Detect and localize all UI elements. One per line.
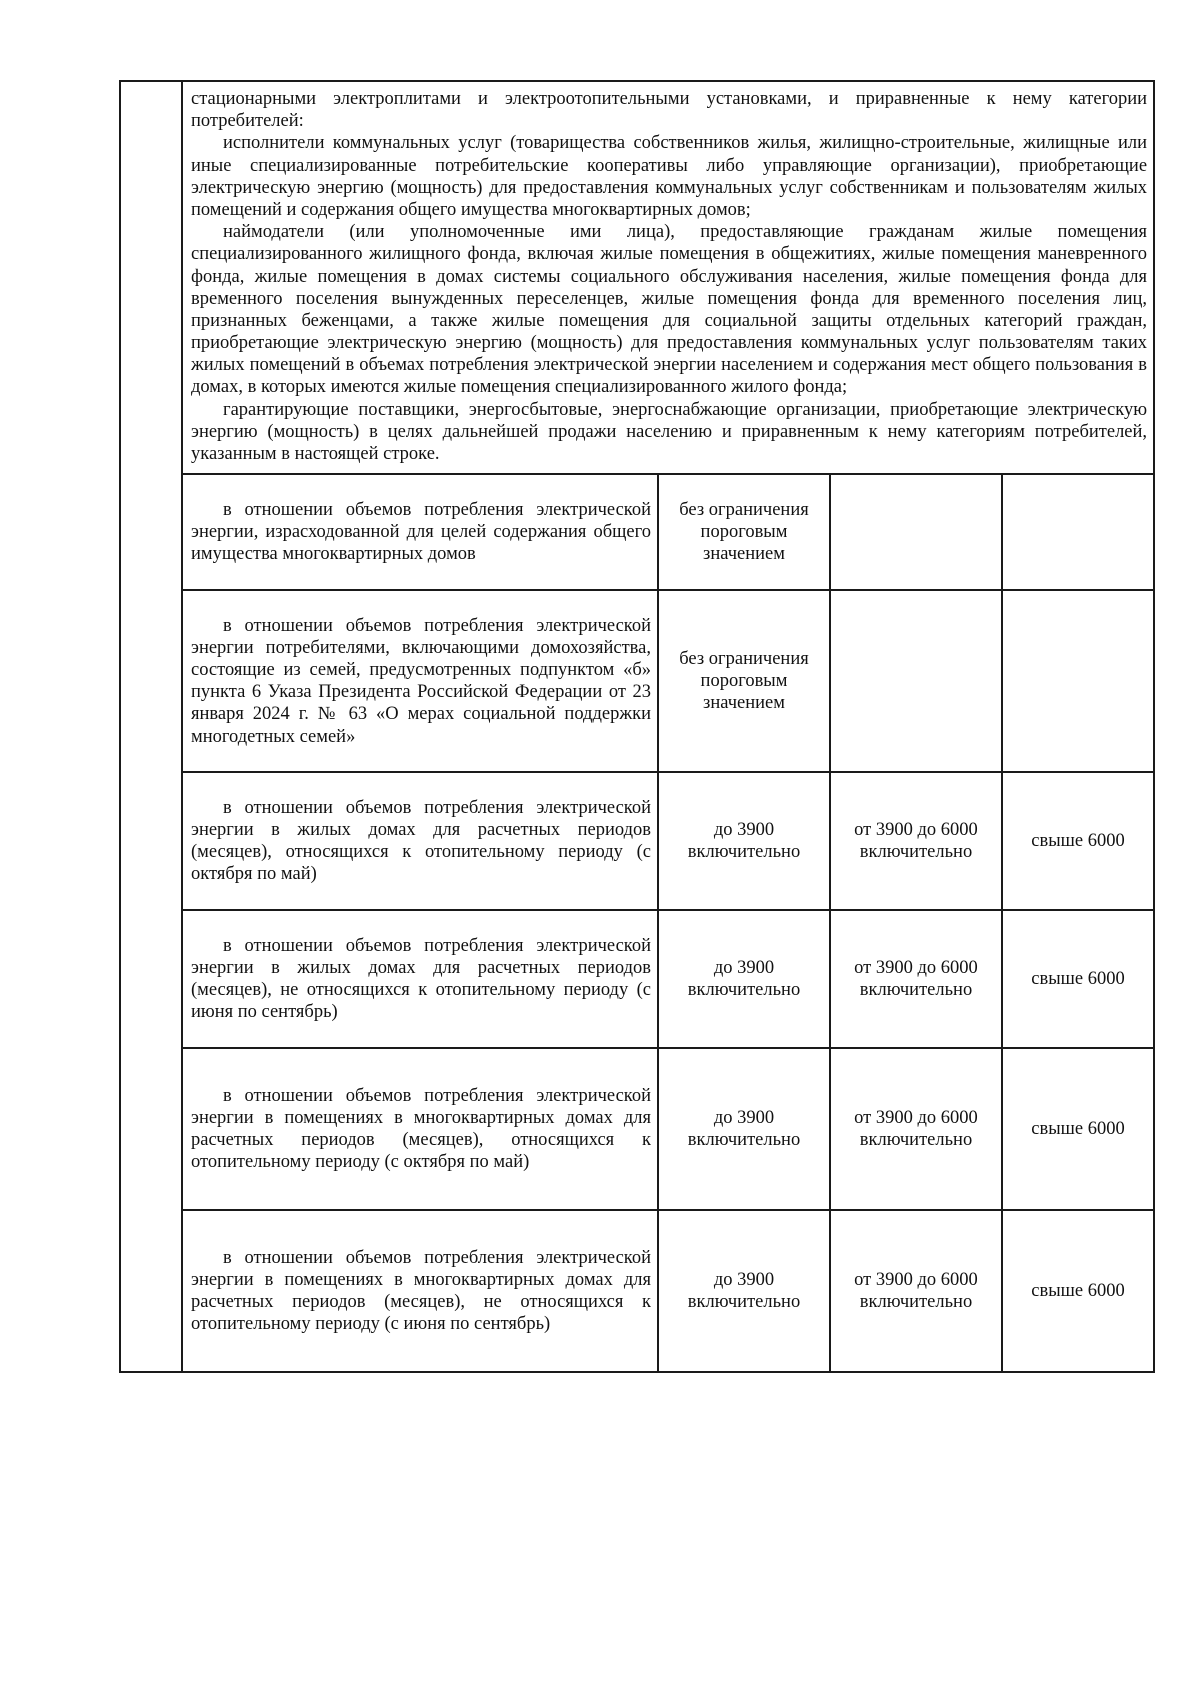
row-description: в отношении объемов потребления электрической энергии в помещениях в многоквартирных домах для расчетных периодов (месяцев), относящихся к отопительному периоду (с октября по май) <box>182 1048 658 1210</box>
tier2-value <box>830 590 1002 772</box>
tier3-value: свыше 6000 <box>1002 772 1154 910</box>
tier2-value: от 3900 до 6000 включительно <box>830 910 1002 1048</box>
intro-row <box>120 81 1154 474</box>
intro-paragraph: наймодатели (или уполномоченные ими лица), предоставляющие гражданам жилые помещения специализированного жилищного фонда, включая жилые помещения в общежитиях, жилые помещения маневренного фонда, жилые помещения в домах системы социального обслуживания населения, жилые помещения фонда для временного поселения вынужденных переселенцев, жилые помещения фонда для временного поселения лиц, признанных беженцами, а также жилые помещения для социальной защиты отдельных категорий граждан, приобретающие электрическую энергию (мощность) для предоставления коммунальных услуг пользователям таких жилых помещений в объемах потребления электрической энергии населением и содержания мест общего пользования в домах, в которых имеются жилые помещения специализированного жилого фонда; <box>191 222 1148 398</box>
intro-paragraph: исполнители коммунальных услуг (товарищества собственников жилья, жилищно-строительные, жилищные или иные специализированные потребительские кооперативы либо управляющие организации), приобретающие электрическую энергию (мощность) для предоставления коммунальных услуг собственникам и пользователям жилых помещений и содержания общего имущества многоквартирных домов; <box>191 133 1148 220</box>
table-row <box>120 1048 1154 1210</box>
tier3-value <box>1002 590 1154 772</box>
tier1-value: без ограничения пороговым значением <box>658 474 830 590</box>
row-description: в отношении объемов потребления электрической энергии в жилых домах для расчетных периодов (месяцев), относящихся к отопительному периоду (с октября по май) <box>182 772 658 910</box>
table-row <box>120 474 1154 590</box>
row-number-cell <box>120 81 182 1372</box>
tier2-value: от 3900 до 6000 включительно <box>830 1210 1002 1372</box>
tariff-table <box>119 80 1155 1373</box>
tier2-value <box>830 474 1002 590</box>
row-description: в отношении объемов потребления электрической энергии, израсходованной для целей содержания общего имущества многоквартирных домов <box>182 474 658 590</box>
tier1-value: до 3900 включительно <box>658 1048 830 1210</box>
intro-paragraph: гарантирующие поставщики, энергосбытовые, энергоснабжающие организации, приобретающие электрическую энергию (мощность) в целях дальнейшей продажи населению и приравненным к нему категориям потребителей, указанным в настоящей строке. <box>191 399 1148 464</box>
tier1-value: до 3900 включительно <box>658 910 830 1048</box>
row-description: в отношении объемов потребления электрической энергии в помещениях в многоквартирных домах для расчетных периодов (месяцев), не относящихся к отопительному периоду (с июня по сентябрь) <box>182 1210 658 1372</box>
tier3-value: свыше 6000 <box>1002 1048 1154 1210</box>
row-description: в отношении объемов потребления электрической энергии в жилых домах для расчетных периодов (месяцев), не относящихся к отопительному периоду (с июня по сентябрь) <box>182 910 658 1048</box>
table-row <box>120 590 1154 772</box>
intro-cell <box>182 81 1154 474</box>
table-row <box>120 910 1154 1048</box>
tier1-value: без ограничения пороговым значением <box>658 590 830 772</box>
table-row <box>120 1210 1154 1372</box>
tier2-value: от 3900 до 6000 включительно <box>830 772 1002 910</box>
tier1-value: до 3900 включительно <box>658 772 830 910</box>
tier2-value: от 3900 до 6000 включительно <box>830 1048 1002 1210</box>
tier1-value: до 3900 включительно <box>658 1210 830 1372</box>
tier3-value: свыше 6000 <box>1002 910 1154 1048</box>
tier3-value <box>1002 474 1154 590</box>
intro-paragraph: стационарными электроплитами и электроотопительными установками, и приравненные к нему категории потребителей: <box>191 89 1148 132</box>
table-row <box>120 772 1154 910</box>
tier3-value: свыше 6000 <box>1002 1210 1154 1372</box>
row-description: в отношении объемов потребления электрической энергии потребителями, включающими домохозяйства, состоящие из семей, предусмотренных подпунктом «б» пункта 6 Указа Президента Российской Федерации от 23 января 2024 г. № 63 «О мерах социальной поддержки многодетных семей» <box>182 590 658 772</box>
